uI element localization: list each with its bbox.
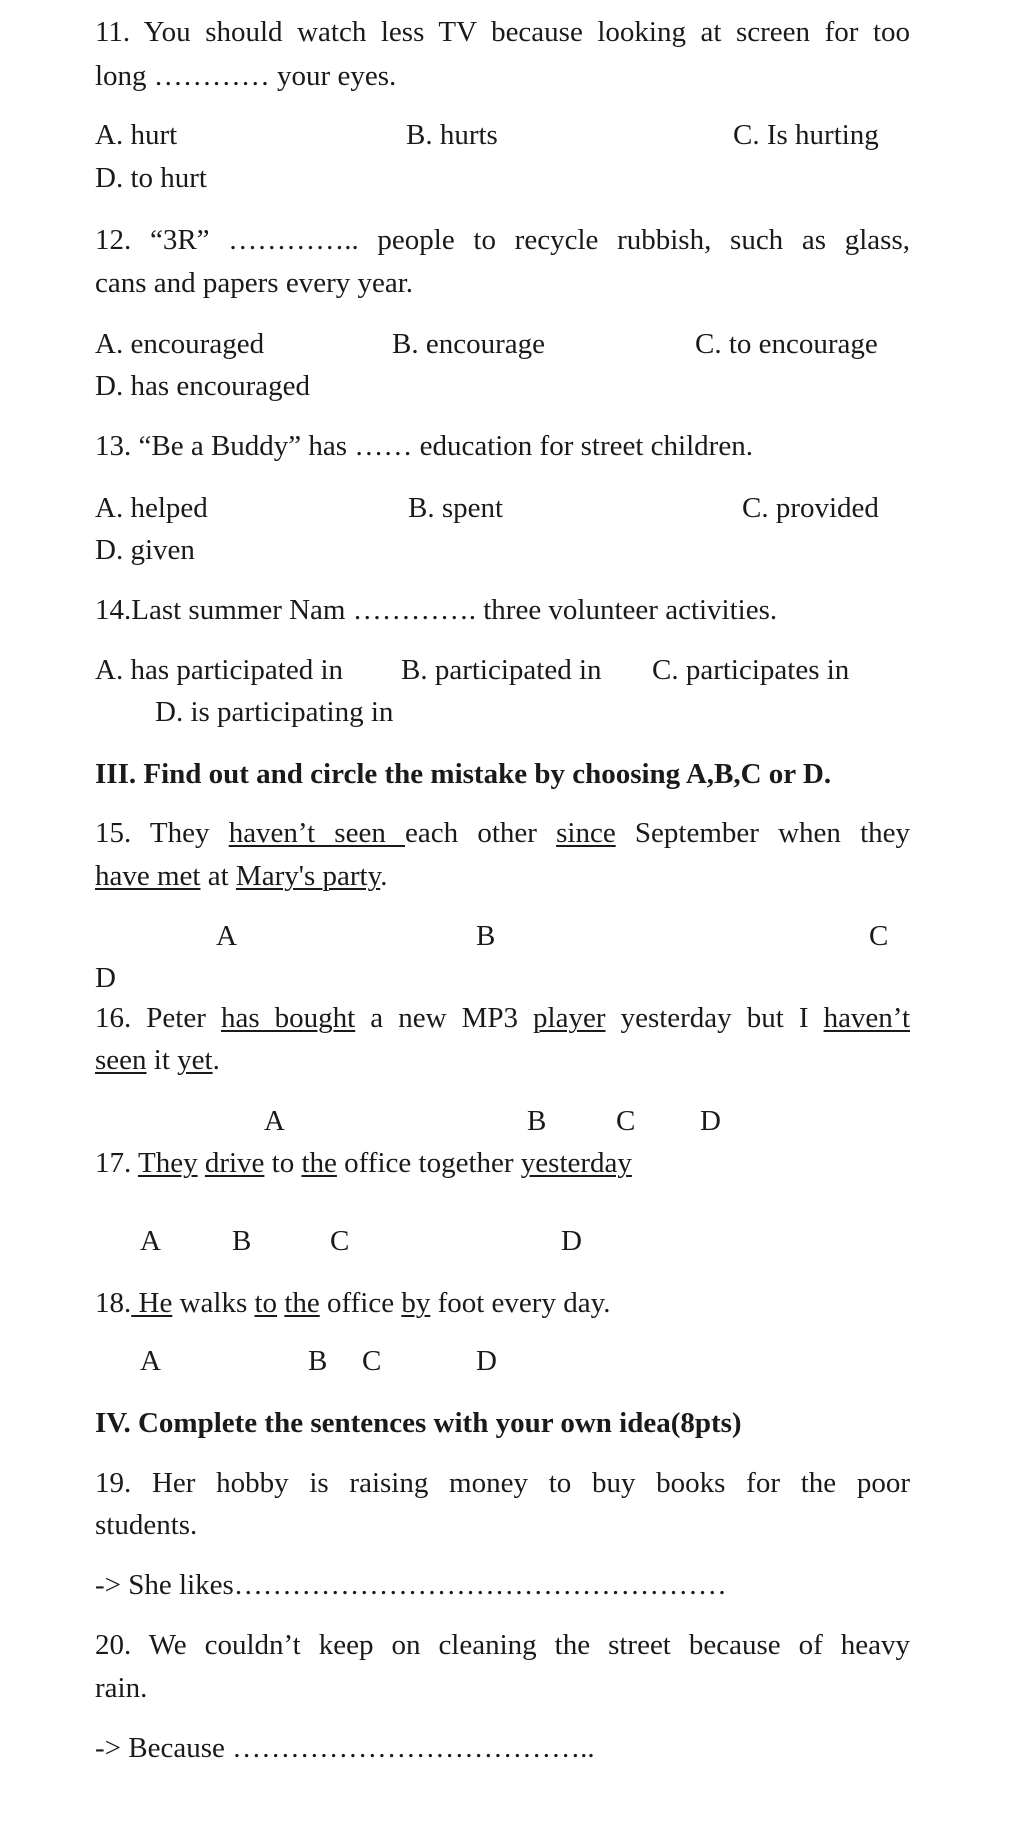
- section4-heading: IV. Complete the sentences with your own idea(8pts): [95, 1407, 742, 1439]
- q14-option-a[interactable]: A. has participated in: [95, 654, 344, 686]
- q19-line2: students.: [95, 1509, 198, 1541]
- q15-text: each other: [405, 817, 557, 849]
- q15-underlined-b: since: [556, 817, 616, 849]
- q18-text: walks: [172, 1287, 255, 1319]
- q12-option-d[interactable]: D. has encouraged: [95, 370, 310, 402]
- q16-text: yesterday but I: [605, 1002, 824, 1034]
- q11-line1: 11. You should watch less TV because looking at screen for too: [95, 16, 910, 48]
- q17-text: [198, 1147, 205, 1179]
- q20-line1: 20. We couldn’t keep on cleaning the street because of heavy: [95, 1629, 910, 1661]
- q15-line2: [95, 858, 387, 894]
- q20-answer-line[interactable]: -> Because ………………………………..: [95, 1732, 595, 1764]
- q18-label-a[interactable]: A: [140, 1345, 161, 1377]
- q19-line1: 19. Her hobby is raising money to buy books for the poor: [95, 1467, 910, 1499]
- q15-text: .: [380, 860, 388, 892]
- q15-text: September when they: [615, 817, 911, 849]
- q15-underlined-c: have met: [95, 860, 201, 892]
- q17-text: office together: [336, 1147, 521, 1179]
- q16-label-a[interactable]: A: [264, 1105, 285, 1137]
- q16-number: 16. Peter: [95, 1002, 221, 1034]
- q16-underlined-d: yet: [177, 1044, 213, 1076]
- q16-underlined-b: player: [533, 1002, 606, 1034]
- q12-option-b[interactable]: B. encourage: [392, 328, 545, 360]
- q17-underlined-d: yesterday: [520, 1147, 632, 1179]
- q16-underlined-c2: seen: [95, 1044, 147, 1076]
- q17-underlined-b: drive: [204, 1147, 265, 1179]
- q17-text: to: [264, 1147, 302, 1179]
- q18-text: office: [319, 1287, 402, 1319]
- q16-underlined-a: has bought: [220, 1002, 356, 1034]
- q17-number: 17.: [95, 1147, 138, 1179]
- q11-option-d[interactable]: D. to hurt: [95, 162, 207, 194]
- q13-option-b[interactable]: B. spent: [408, 492, 504, 524]
- q18-line1: [95, 1285, 610, 1321]
- section3-heading: III. Find out and circle the mistake by choosing A,B,C or D.: [95, 758, 832, 790]
- q14-line1: 14.Last summer Nam …………. three volunteer activities.: [95, 594, 778, 626]
- q16-line2: [95, 1042, 220, 1078]
- q14-option-d[interactable]: D. is participating in: [155, 696, 394, 728]
- q11-option-a[interactable]: A. hurt: [95, 119, 178, 151]
- q12-option-a[interactable]: A. encouraged: [95, 328, 265, 360]
- q17-label-b[interactable]: B: [232, 1225, 252, 1257]
- q18-underlined-a: He: [131, 1287, 173, 1319]
- q18-underlined-c: the: [284, 1287, 320, 1319]
- q18-underlined-b: to: [254, 1287, 278, 1319]
- q20-line2: rain.: [95, 1672, 148, 1704]
- q17-label-a[interactable]: A: [140, 1225, 161, 1257]
- q16-underlined-c1: haven’t: [823, 1002, 910, 1034]
- q17-underlined-a: They: [137, 1147, 198, 1179]
- q11-line2: long ………… your eyes.: [95, 60, 397, 92]
- q15-number: 15. They: [95, 817, 229, 849]
- q11-option-c[interactable]: C. Is hurting: [733, 119, 879, 151]
- q19-answer-line[interactable]: -> She likes……………………………………………: [95, 1569, 727, 1601]
- q15-text: at: [200, 860, 236, 892]
- q15-underlined-d: Mary's party: [235, 860, 381, 892]
- q16-text: .: [212, 1044, 220, 1076]
- q16-label-c[interactable]: C: [616, 1105, 636, 1137]
- q15-label-a[interactable]: A: [216, 920, 237, 952]
- q17-label-d[interactable]: D: [561, 1225, 582, 1257]
- q14-option-c[interactable]: C. participates in: [652, 654, 850, 686]
- q16-label-b[interactable]: B: [527, 1105, 547, 1137]
- q16-line1: [95, 1000, 910, 1036]
- q11-option-b[interactable]: B. hurts: [406, 119, 498, 151]
- q13-option-d[interactable]: D. given: [95, 534, 195, 566]
- q12-line1: 12. “3R” ………….. people to recycle rubbish, such as glass,: [95, 224, 910, 256]
- q17-line1: [95, 1145, 632, 1181]
- q17-underlined-c: the: [301, 1147, 337, 1179]
- q18-underlined-d: by: [401, 1287, 431, 1319]
- q18-label-d[interactable]: D: [476, 1345, 497, 1377]
- q15-line1: [95, 815, 910, 851]
- q18-label-b[interactable]: B: [308, 1345, 328, 1377]
- q17-label-c[interactable]: C: [330, 1225, 350, 1257]
- q12-line2: cans and papers every year.: [95, 267, 414, 299]
- q15-label-b[interactable]: B: [476, 920, 496, 952]
- q15-label-d[interactable]: D: [95, 962, 116, 994]
- q18-label-c[interactable]: C: [362, 1345, 382, 1377]
- q18-number: 18.: [95, 1287, 132, 1319]
- q13-option-c[interactable]: C. provided: [742, 492, 879, 524]
- q12-option-c[interactable]: C. to encourage: [695, 328, 878, 360]
- q14-option-b[interactable]: B. participated in: [401, 654, 602, 686]
- q13-option-a[interactable]: A. helped: [95, 492, 208, 524]
- q16-text: it: [146, 1044, 178, 1076]
- q13-line1: 13. “Be a Buddy” has …… education for street children.: [95, 430, 753, 462]
- q15-underlined-a: haven’t seen: [228, 817, 406, 849]
- q15-label-c[interactable]: C: [869, 920, 889, 952]
- q18-text: foot every day.: [430, 1287, 611, 1319]
- q16-text: a new MP3: [355, 1002, 534, 1034]
- q16-label-d[interactable]: D: [700, 1105, 721, 1137]
